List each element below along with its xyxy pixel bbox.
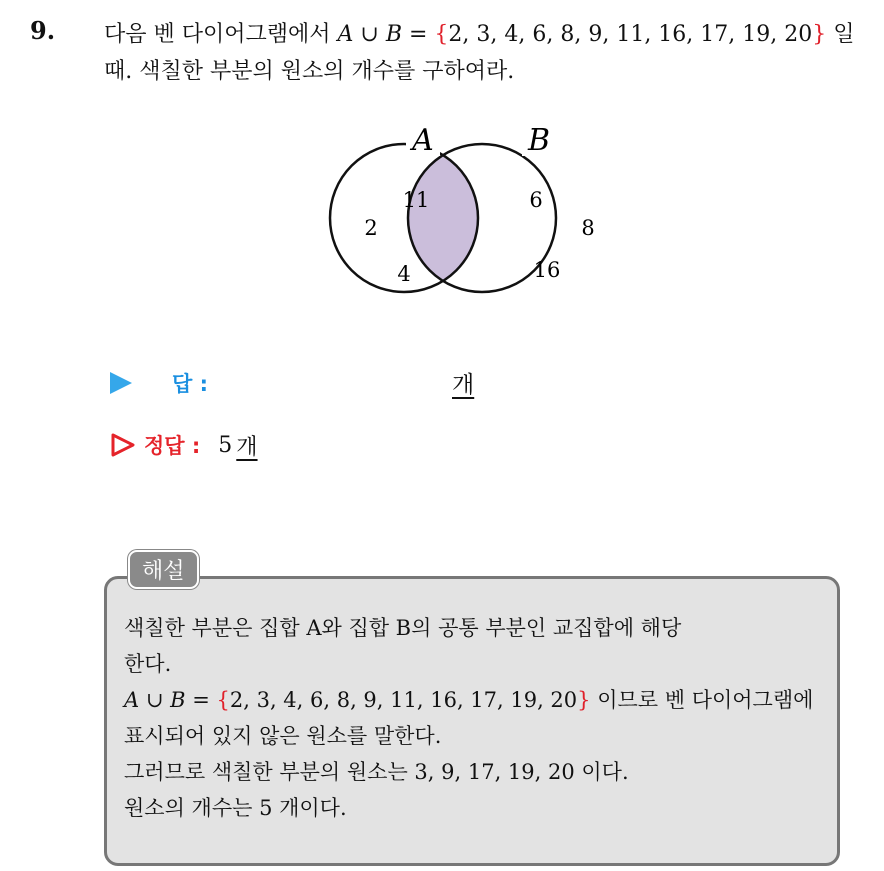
equals-sign: = xyxy=(402,22,435,47)
solution-equals: = xyxy=(185,688,217,712)
solution-line-1: 색칠한 부분은 집합 A와 집합 B의 공통 부분인 교집합에 해당 xyxy=(124,616,682,640)
question-number: 9. xyxy=(30,16,56,45)
question-text xyxy=(104,16,864,90)
set-a-label: A xyxy=(412,123,434,158)
solution-brace-close: } xyxy=(577,688,591,712)
brace-open: { xyxy=(434,22,449,47)
element-11: 11 xyxy=(402,188,430,212)
correct-unit: 개 xyxy=(236,434,258,460)
element-4: 4 xyxy=(397,262,411,286)
element-6: 6 xyxy=(529,188,543,212)
element-8: 8 xyxy=(581,216,595,240)
solution-set-elements: 2, 3, 4, 6, 8, 9, 11, 16, 17, 19, 20 xyxy=(229,688,578,712)
set-b-label: B xyxy=(527,123,551,158)
correct-value: 5 xyxy=(218,432,233,458)
element-16: 16 xyxy=(533,258,561,282)
answer-unit: 개 xyxy=(452,372,475,398)
question-text-line2: 때. 색칠한 부분의 원소의 개수를 구하여라. xyxy=(104,59,515,84)
solution-brace-open: { xyxy=(216,688,230,712)
venn-diagram xyxy=(318,108,638,328)
question-text-start: 다음 벤 다이어그램에서 xyxy=(104,22,338,47)
brace-close: } xyxy=(812,22,827,47)
solution-tag: 해설 xyxy=(128,550,199,589)
solution-line-3-rest: 이므로 벤 다이어그램에 xyxy=(590,688,814,712)
answer-row xyxy=(110,366,208,400)
set-elements: 2, 3, 4, 6, 8, 9, 11, 16, 17, 19, 20 xyxy=(448,22,813,47)
element-2: 2 xyxy=(364,216,378,240)
solution-line-2: 한다. xyxy=(124,652,172,676)
solution-line-6: 원소의 개수는 5 개이다. xyxy=(124,796,347,820)
correct-answer-row xyxy=(110,428,258,462)
solution-union-expression: A ∪ B xyxy=(124,688,186,712)
solution-line-4: 표시되어 있지 않은 원소를 말한다. xyxy=(124,724,442,748)
correct-label: 정답 : xyxy=(144,434,201,458)
solution-line-3 xyxy=(124,682,824,718)
answer-label: 답 : xyxy=(172,372,208,396)
solution-line-5: 그러므로 색칠한 부분의 원소는 3, 9, 17, 19, 20 이다. xyxy=(124,760,629,784)
play-arrow-icon xyxy=(110,372,132,394)
outline-arrow-icon xyxy=(110,433,136,457)
question-text-end: 일 xyxy=(826,22,855,47)
solution-text xyxy=(124,610,824,826)
union-expression: A ∪ B xyxy=(337,22,402,47)
